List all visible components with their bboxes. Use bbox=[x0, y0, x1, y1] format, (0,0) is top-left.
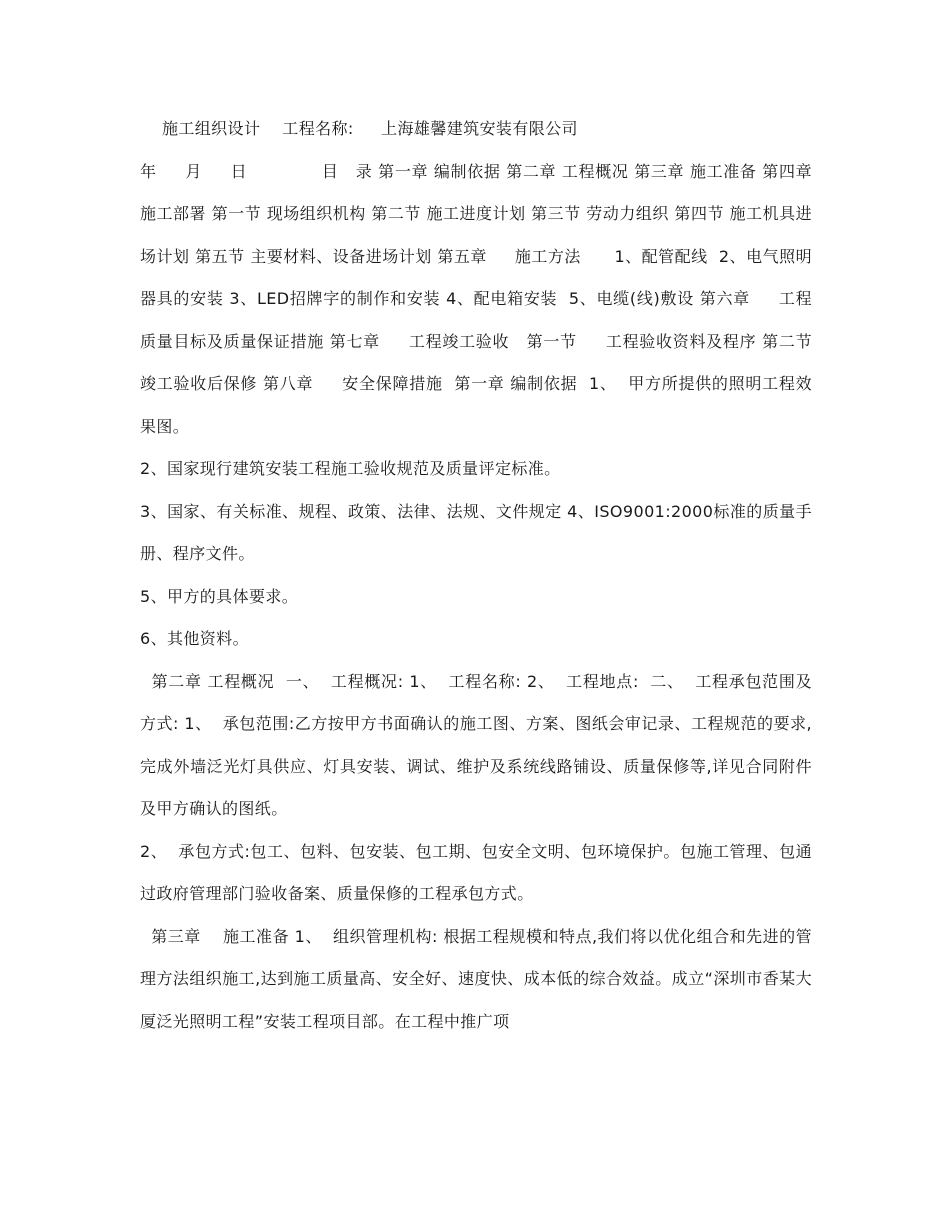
basis-item-6: 6、其他资料。 bbox=[140, 629, 249, 648]
basis-item-2: 2、国家现行建筑安装工程施工验收规范及质量评定标准。 bbox=[140, 459, 561, 478]
title-line: 施工组织设计 工程名称: 上海雄馨建筑安装有限公司 bbox=[140, 119, 578, 138]
table-of-contents-paragraph: 年 月 日 目 录 第一章 编制依据 第二章 工程概况 第三章 施工准备 第四章 施工部署 第一节 现场组织机构 第二节 施工进度计划 第三节 劳动力组织 第四节 施工机具进场计划 第五节 主要材料、设备进场计划 第五章 施工方法 1、配管配线 2、电气照明器具的安装 3、LED招牌字的制作和安装 4、配电箱安装 5、电缆(线)敷设 第六章 工程质量目标及质量保证措施 第七章 工程竣工验收 第一节 工程验收资料及程序 第二节 竣工验收后保修 第八章 安全保障措施 第一章 编制依据 1、 甲方所提供的照明工程效果图。 bbox=[140, 161, 840, 436]
basis-item-3-4: 3、国家、有关标准、规程、政策、法律、法规、文件规定 4、ISO9001:2000标准的质量手册、程序文件。 bbox=[140, 501, 812, 563]
chapter-3-preparation-paragraph: 第三章 施工准备 1、 组织管理机构: 根据工程规模和特点,我们将以优化组合和先进的管理方法组织施工,达到施工质量高、安全好、速度快、成本低的综合效益。成立“深圳市香某大厦泛光照明工程”安装工程项目部。在工程中推广项 bbox=[140, 926, 812, 1031]
document-body bbox=[140, 108, 840, 1043]
chapter-2-overview-paragraph: 第二章 工程概况 一、 工程概况: 1、 工程名称: 2、 工程地点: 二、 工程承包范围及方式: 1、 承包范围:乙方按甲方书面确认的施工图、方案、图纸会审记录、工程规范的要求,完成外墙泛光灯具供应、灯具安装、调试、维护及系统线路铺设、质量保修等,详见合同附件及甲方确认的图纸。 bbox=[140, 671, 812, 818]
contract-method-paragraph: 2、 承包方式:包工、包料、包安装、包工期、包安全文明、包环境保护。包施工管理、包通过政府管理部门验收备案、质量保修的工程承包方式。 bbox=[140, 841, 812, 903]
basis-item-5: 5、甲方的具体要求。 bbox=[140, 586, 299, 606]
